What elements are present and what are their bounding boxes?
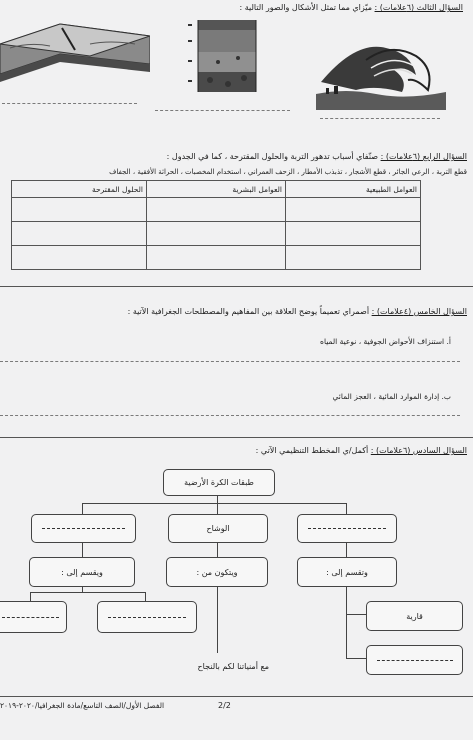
closing-note: مع أمنياتنا لكم بالنجاح: [197, 662, 269, 671]
q5-heading: [128, 307, 467, 316]
q5-part-a: أ. استنزاف الأحواض الجوفية ، نوعية المياه: [320, 337, 451, 346]
header-proposed-solutions: الحلول المقترحة: [12, 181, 147, 198]
q3-title: السؤال الثالث (٦علامات) :: [374, 3, 463, 12]
q4-text: صنّفاي أسباب تدهور التربة والحلول المقترحة ، كما في الجدول :: [166, 152, 379, 161]
q4-title: السؤال الرابع (٦علامات) :: [380, 152, 467, 161]
connector-line: [82, 503, 347, 504]
answer-line-q5-a[interactable]: [0, 361, 460, 362]
plate-boundary-image: [0, 14, 150, 86]
table-cell[interactable]: [286, 222, 421, 246]
footer-divider: [0, 696, 473, 697]
q4-heading: [167, 152, 467, 161]
table-header-row: [12, 181, 421, 198]
q3-text: ميّزاي مما تمثل الأشكال والصور التالية :: [239, 3, 372, 12]
table-cell[interactable]: [286, 246, 421, 270]
section-divider: [0, 286, 473, 287]
table-row: [12, 246, 421, 270]
q5-text: أصمراي تعميماً يوضح العلاقة بين المفاهيم والمصطلحات الجغرافية الآتية :: [127, 307, 370, 316]
table-cell[interactable]: [146, 222, 285, 246]
answer-box-left-2[interactable]: [97, 601, 197, 633]
q6-title: السؤال السادس (٦علامات) :: [370, 446, 467, 455]
header-human-factors: العوامل البشرية: [146, 181, 285, 198]
root-label: طبقات الكرة الأرضية: [184, 478, 254, 487]
q5-title: السؤال الخامس (٤علامات) :: [371, 307, 467, 316]
table-cell[interactable]: [146, 246, 285, 270]
right-split-box: [297, 557, 397, 587]
connector-line: [346, 585, 347, 659]
connector-line: [346, 614, 366, 615]
soil-degradation-table: [11, 180, 421, 270]
section-divider: [0, 437, 473, 438]
soil-profile-image: [188, 18, 266, 96]
answer-box-right-2[interactable]: [366, 645, 463, 675]
answer-line-q3-1[interactable]: [2, 103, 137, 104]
root-box: [163, 469, 275, 496]
connector-line: [217, 585, 218, 653]
q6-heading: [256, 446, 467, 455]
page-number: 2/2: [218, 701, 231, 710]
q3-heading: [240, 3, 464, 12]
answer-line-q3-2[interactable]: [155, 110, 290, 111]
answer-box-left-1[interactable]: [0, 601, 67, 633]
answer-line-q5-b[interactable]: [0, 415, 460, 416]
header-natural-factors: العوامل الطبيعية: [286, 181, 421, 198]
answer-box-left[interactable]: [31, 514, 136, 543]
connector-line: [82, 541, 83, 557]
q5-part-b: ب. إدارة الموارد المائية ، العجز المائي: [332, 392, 451, 401]
left-split-box: [29, 557, 135, 587]
table-row: [12, 222, 421, 246]
middle-split-label: ويتكون من :: [196, 567, 238, 577]
table-cell[interactable]: [286, 198, 421, 222]
leaf-label: قارية: [406, 611, 423, 621]
right-split-label: وتقسم إلى :: [326, 567, 368, 577]
answer-line-q3-3[interactable]: [320, 118, 440, 119]
table-row: [12, 198, 421, 222]
middle-label: الوشاح: [206, 524, 230, 533]
connector-line: [346, 658, 366, 659]
connector-line: [30, 592, 145, 593]
table-cell[interactable]: [12, 222, 147, 246]
answer-box-right[interactable]: [297, 514, 397, 543]
middle-split-box: [166, 557, 268, 587]
connector-line: [217, 541, 218, 557]
table-cell[interactable]: [12, 198, 147, 222]
table-cell[interactable]: [12, 246, 147, 270]
leaf-box-continental: [366, 601, 463, 631]
connector-line: [346, 541, 347, 557]
middle-box: [168, 514, 268, 543]
q6-text: أكمل/ي المخطط التنظيمي الآتي :: [255, 446, 369, 455]
q4-items: قطع التربة ، الرعي الجائر ، قطع الأشجار ، تذبذب الأمطار ، الزحف العمراني ، استخدام المخصبات ، الحراثة الأفقية ، الجفاف: [109, 168, 467, 176]
footer-info: الفصل الأول/الصف التاسع/مادة الجغرافيا/٢٠٢٠-٢٠١٩: [0, 701, 165, 710]
left-split-label: ويقسم إلى :: [61, 567, 103, 577]
wave-tsunami-image: [316, 20, 446, 110]
table-cell[interactable]: [146, 198, 285, 222]
